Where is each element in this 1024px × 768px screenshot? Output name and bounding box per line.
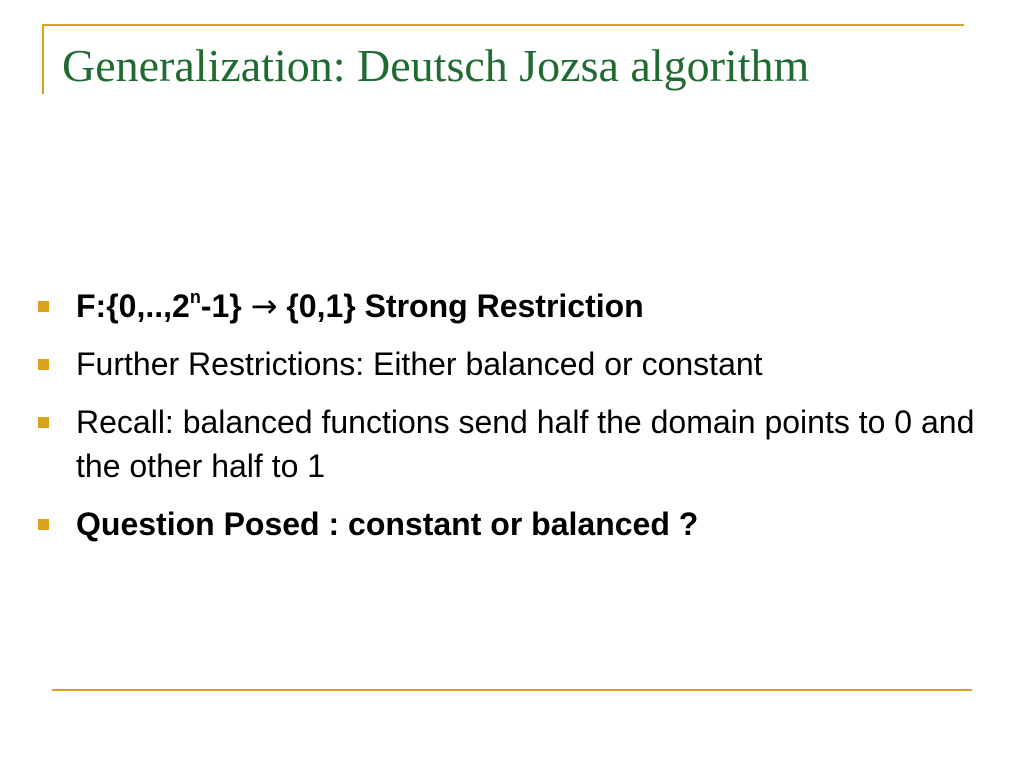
- bullet-item-further-restrictions: [38, 342, 978, 386]
- title-rule-left: [42, 24, 44, 94]
- bullet-item-recall: [38, 400, 978, 488]
- square-bullet-icon: [38, 301, 49, 312]
- bullet-list: [38, 284, 978, 560]
- title-rule-top: [42, 24, 964, 26]
- square-bullet-icon: [38, 519, 49, 530]
- square-bullet-icon: [38, 417, 49, 428]
- bullet-text: Question Posed : constant or balanced ?: [76, 506, 699, 542]
- bullet-text: Recall: balanced functions send half the domain points to 0 and the other half to 1: [76, 404, 975, 484]
- slide-title: Generalization: Deutsch Jozsa algorithm: [62, 40, 810, 91]
- footer-rule: [52, 689, 972, 691]
- bullet-item-function-definition: [38, 284, 978, 328]
- function-codomain-text: {0,1} Strong Restriction: [277, 288, 644, 324]
- exponent-n: n: [189, 287, 201, 308]
- function-domain-text: F:{0,..,2: [76, 288, 190, 324]
- right-arrow-icon: →: [250, 287, 278, 325]
- bullet-item-question: [38, 502, 978, 546]
- square-bullet-icon: [38, 359, 49, 370]
- function-domain-end: -1}: [200, 288, 251, 324]
- bullet-text: Further Restrictions: Either balanced or constant: [76, 346, 763, 382]
